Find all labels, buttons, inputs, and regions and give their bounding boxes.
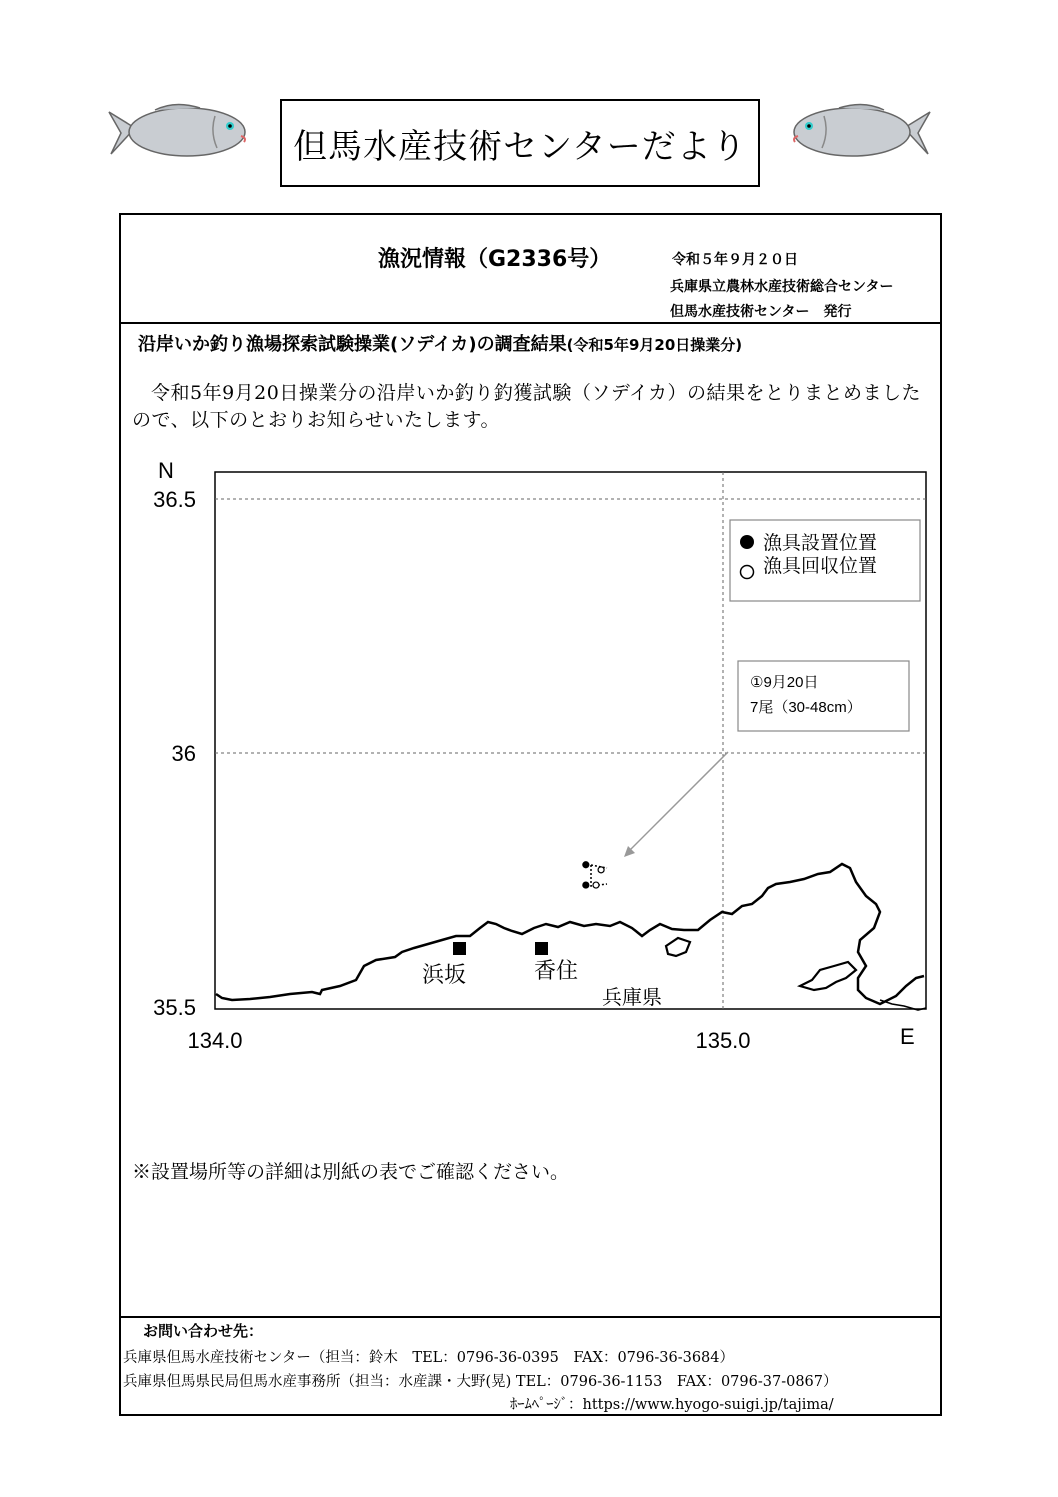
hamasaka-label: 浜坂 — [421, 962, 467, 987]
contact-divider — [119, 1316, 942, 1318]
legend-recover-label: 漁具回収位置 — [763, 556, 878, 577]
gear-set-point — [583, 882, 589, 888]
legend-filled-circle-icon — [740, 535, 754, 549]
contact-heading: お問い合わせ先： — [143, 1322, 264, 1340]
gear-set-point — [583, 862, 589, 868]
legend-set-label: 漁具設置位置 — [763, 533, 878, 554]
intro-paragraph: 令和5年9月20日操業分の沿岸いか釣り釣獲試験（ソデイカ）の結果をとりまとめましたので、以下のとおりお知らせいたします。 — [132, 382, 921, 431]
section-heading-sub: (令和5年9月20日操業分) — [566, 336, 743, 354]
catch-callout-date: ①9月20日 — [750, 674, 819, 691]
y-tick-label: 36 — [171, 741, 196, 766]
gear-recovery-point — [598, 867, 604, 873]
y-tick-label: 35.5 — [153, 995, 196, 1020]
homepage-link[interactable]: ﾎｰﾑﾍﾟｰｼﾞ：https://www.hyogo-suigi.jp/tajima/ — [510, 1397, 834, 1413]
publisher-line-1: 兵庫県立農林水産技術総合センター — [670, 279, 894, 295]
gear-recovery-point — [593, 882, 599, 888]
report-title: 漁況情報（G2336号） — [378, 247, 612, 272]
catch-callout-count: 7尾（30-48cm） — [750, 699, 862, 716]
publisher-line-2: 但馬水産技術センター 発行 — [670, 304, 852, 320]
details-note: ※設置場所等の詳細は別紙の表でご確認ください。 — [132, 1161, 570, 1183]
hamasaka-marker — [453, 942, 466, 955]
report-date: 令和５年９月２０日 — [672, 252, 798, 268]
contact-line-center: 兵庫県但馬水産技術センター（担当：鈴木 TEL：0796-36-0395 FAX：0796-36-3684） — [123, 1350, 735, 1366]
legend-open-circle-icon — [741, 566, 754, 579]
catch-callout-box — [738, 661, 909, 731]
kasumi-marker — [535, 942, 548, 955]
contact-line-office: 兵庫県但馬県民局但馬水産事務所（担当：水産課・大野(晃) TEL：0796-36-1153 FAX：0796-37-0867） — [123, 1374, 838, 1390]
prefecture-label: 兵庫県 — [602, 987, 662, 1009]
x-tick-label: 134.0 — [187, 1028, 243, 1053]
north-label: N — [158, 458, 174, 483]
x-tick-label: 135.0 — [695, 1028, 751, 1053]
y-tick-label: 36.5 — [153, 487, 196, 512]
section-heading-main: 沿岸いか釣り漁場探索試験操業(ソデイカ)の調査結果 — [138, 334, 567, 355]
east-label: E — [900, 1024, 915, 1049]
newsletter-title: 但馬水産技術センターだより — [280, 99, 760, 187]
kasumi-label: 香住 — [533, 958, 579, 983]
